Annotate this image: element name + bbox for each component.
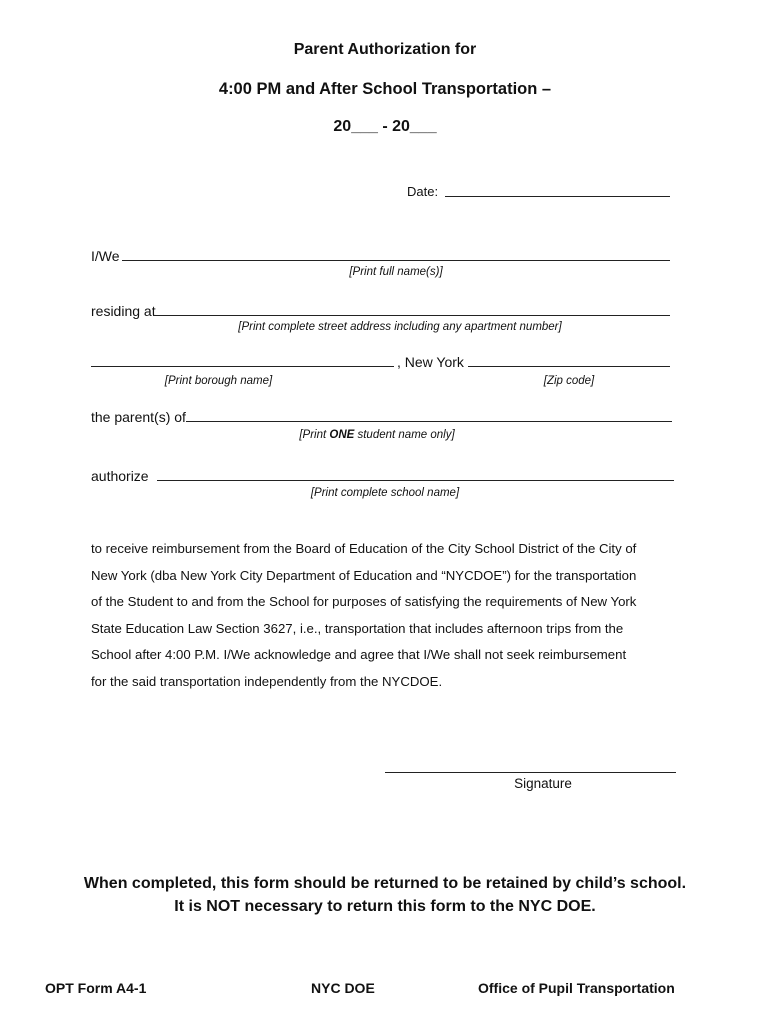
parent-label: the parent(s) of — [91, 409, 186, 425]
school-name-field[interactable] — [157, 480, 674, 481]
paragraph-line: for the said transportation independently from the NYCDOE. — [91, 673, 443, 689]
return-notice: It is NOT necessary to return this form to the NYC DOE. — [174, 898, 596, 915]
address-hint: [Print complete street address including any apartment number] — [238, 321, 562, 333]
footer-office: Office of Pupil Transportation — [478, 980, 675, 996]
borough-hint: [Print borough name] — [164, 375, 273, 387]
zip-hint: [Zip code] — [543, 375, 595, 387]
school-name-hint: [Print complete school name] — [310, 487, 460, 499]
paragraph-line: New York (dba New York City Department of Education and “NYCDOE”) for the transportation — [91, 567, 637, 583]
residing-label: residing at — [91, 303, 156, 319]
return-instructions: When completed, this form should be returned to be retained by child’s school. — [83, 875, 687, 892]
date-field[interactable] — [445, 196, 670, 197]
zip-field[interactable] — [468, 366, 670, 367]
paragraph-line: to receive reimbursement from the Board of Education of the City School District of the City of — [91, 541, 637, 556]
form-subtitle: 4:00 PM and After School Transportation – — [218, 80, 552, 98]
authorization-paragraph — [91, 536, 671, 696]
signature-label: Signature — [514, 776, 572, 791]
footer-agency: NYC DOE — [311, 980, 375, 996]
student-name-hint: [Print ONE student name only] — [299, 429, 455, 441]
paragraph-line: of the Student to and from the School for purposes of satisfying the requirements of New York — [91, 594, 637, 610]
full-name-field[interactable] — [122, 260, 670, 261]
address-field[interactable] — [153, 315, 670, 316]
full-name-hint: [Print full name(s)] — [349, 266, 443, 278]
paragraph-line: School after 4:00 P.M. I/We acknowledge and agree that I/We shall not seek reimbursement — [91, 647, 627, 663]
borough-field[interactable] — [91, 366, 394, 367]
form-title: Parent Authorization for — [293, 41, 477, 58]
school-year: 20___ - 20___ — [333, 118, 437, 135]
student-name-field[interactable] — [186, 421, 672, 422]
date-label: Date: — [407, 184, 439, 199]
authorize-label: authorize — [91, 468, 149, 484]
paragraph-line: State Education Law Section 3627, i.e., transportation that includes afternoon trips from the — [91, 620, 624, 636]
signature-field[interactable] — [385, 772, 676, 773]
new-york-label: , New York — [397, 354, 464, 370]
iwe-label: I/We — [91, 248, 120, 264]
footer-form-id: OPT Form A4-1 — [45, 980, 147, 996]
